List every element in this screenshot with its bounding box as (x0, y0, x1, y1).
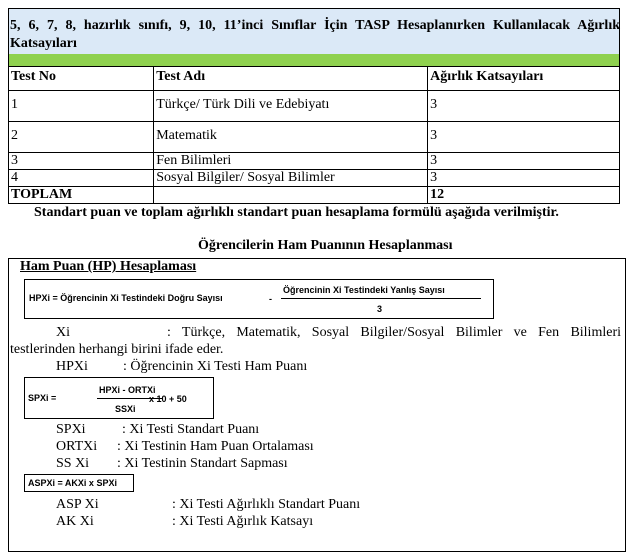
box-title: Ham Puan (HP) Hesaplaması (20, 259, 197, 274)
cell-test-name: Fen Bilimleri (154, 153, 428, 170)
formula-sp-lhs: SPXi = (28, 393, 57, 403)
desc-ortxi: : Xi Testinin Ham Puan Ortalaması (117, 439, 314, 454)
term-hpxi: HPXi (56, 359, 88, 374)
table-row (9, 122, 620, 153)
formula-sp-rhs: x 10 + 50 (149, 394, 187, 404)
term-ortxi: ORTXi (56, 439, 98, 454)
table-row (9, 153, 620, 170)
formula-sp-denominator: SSXi (115, 404, 136, 414)
term-spxi: SPXi (56, 422, 86, 437)
formula-hp-numerator: Öğrencinin Xi Testindeki Yanlış Sayısı (283, 285, 445, 295)
cell-weight: 3 (428, 122, 620, 153)
table-title-continued: Katsayıları (10, 36, 77, 51)
formula-sp-box (24, 377, 214, 419)
desc-aspxi: : Xi Testi Ağırlıklı Standart Puanı (172, 497, 361, 512)
header-weight: Ağırlık Katsayıları (428, 67, 620, 91)
formula-asp: ASPXi = AKXi x SPXi (28, 478, 117, 488)
table-row (9, 91, 620, 122)
weight-table (8, 66, 620, 204)
desc-spxi: : Xi Testi Standart Puanı (122, 422, 260, 437)
cell-test-no: 4 (9, 170, 154, 187)
cell-test-no: 1 (9, 91, 154, 122)
cell-weight: 3 (428, 153, 620, 170)
term-xi: Xi (56, 325, 70, 340)
header-test-name: Test Adı (154, 67, 428, 91)
desc-akxi: : Xi Testi Ağırlık Katsayı (172, 514, 314, 529)
cell-total-value: 12 (428, 187, 620, 204)
formula-hp-minus: - (269, 294, 272, 304)
cell-weight: 3 (428, 91, 620, 122)
cell-test-name: Matematik (154, 122, 428, 153)
formula-hp-denominator: 3 (377, 304, 383, 314)
cell-total-label: TOPLAM (9, 187, 154, 204)
formula-asp-box (24, 474, 134, 492)
green-divider (8, 54, 620, 66)
fraction-bar (281, 298, 481, 299)
cell-test-name: Sosyal Bilgiler/ Sosyal Bilimler (154, 170, 428, 187)
desc-hpxi: : Öğrencinin Xi Testi Ham Puanı (123, 359, 308, 374)
cell-total-empty (154, 187, 428, 204)
desc-xi: : Türkçe, Matematik, Sosyal Bilgiler/Sosyal Bilimler ve Fen Bilimleri (167, 325, 621, 340)
table-title: 5, 6, 7, 8, hazırlık sınıfı, 9, 10, 11’inci Sınıflar İçin TASP Hesaplanırken Kullanılacak Ağırlık (10, 18, 620, 33)
intro-text: Standart puan ve toplam ağırlıklı standart puan hesaplama formülü aşağıda verilmiştir. (34, 205, 559, 220)
desc-ssxi: : Xi Testinin Standart Sapması (117, 456, 288, 471)
formula-sp-numerator: HPXi - ORTXi (99, 385, 156, 395)
cell-weight: 3 (428, 170, 620, 187)
term-aspxi: ASP Xi (56, 497, 99, 512)
cell-test-no: 2 (9, 122, 154, 153)
table-row (9, 170, 620, 187)
formula-hp-box (24, 279, 494, 319)
term-akxi: AK Xi (56, 514, 94, 529)
cell-test-no: 3 (9, 153, 154, 170)
table-header-row (9, 67, 620, 91)
header-test-no: Test No (9, 67, 154, 91)
desc-xi-continued: testlerinden herhangi birini ifade eder. (10, 342, 224, 357)
cell-test-name: Türkçe/ Türk Dili ve Edebiyatı (154, 91, 428, 122)
section-title: Öğrencilerin Ham Puanının Hesaplanması (198, 238, 453, 253)
formula-hp-lhs: HPXi = Öğrencinin Xi Testindeki Doğru Sayısı (29, 293, 223, 303)
term-ssxi: SS Xi (56, 456, 90, 471)
table-total-row (9, 187, 620, 204)
